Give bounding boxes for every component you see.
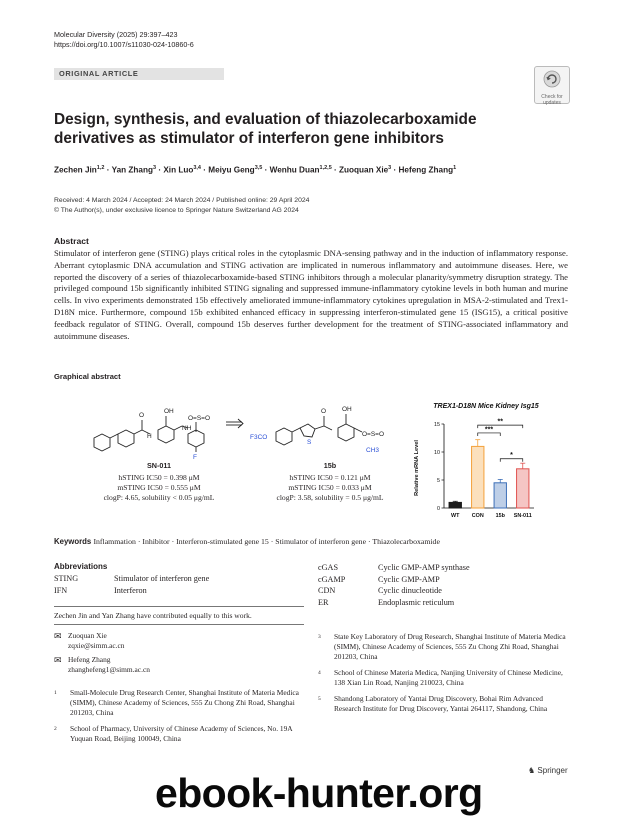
abbreviations-right (318, 562, 568, 608)
affiliation (54, 688, 304, 718)
author-name[interactable]: Hefeng Zhang (398, 165, 454, 175)
affiliation-text: School of Chinese Materia Medica, Nanjing University of Chinese Medicine, 138 Xian Lin Road, Nanjing 210023, China (334, 668, 563, 687)
journal-header (54, 30, 194, 50)
author-separator: · (104, 165, 112, 175)
x-tick-label: SN-011 (513, 513, 532, 519)
15b-msting: mSTING IC50 = 0.033 μM (288, 483, 372, 493)
affiliation-number: 1 (54, 690, 57, 696)
author-affiliation-sup: 3 (152, 165, 157, 171)
sn011-hsting: hSTING IC50 = 0.398 μM (118, 473, 200, 482)
affiliation-number: 3 (318, 634, 321, 640)
y-tick-label: 0 (437, 506, 440, 512)
chem-label-f3co: F3CO (250, 434, 268, 441)
affiliation-text: Shandong Laboratory of Yantai Drug Discovery, Bohai Rim Advanced Research Institute for Drug Discovery, Yantai 264117, Shandong, China (334, 694, 548, 713)
article-type-label: ORIGINAL ARTICLE (59, 69, 139, 78)
author-separator: · (262, 165, 270, 175)
affiliation (318, 694, 568, 714)
y-tick-label: 15 (434, 422, 440, 428)
chem-label-so2: O=S=O (188, 415, 211, 422)
footnote-divider (54, 606, 304, 607)
corr-email[interactable]: zhanghefeng1@simm.ac.cn (68, 665, 150, 674)
author-list (54, 165, 574, 175)
isg15-bar-chart (410, 396, 540, 520)
equal-contribution-note: Zechen Jin and Yan Zhang have contributed equally to this work. (54, 611, 252, 620)
chem-label-o: O (139, 412, 145, 419)
abbreviation-row (318, 597, 568, 609)
sn011-msting: mSTING IC50 = 0.555 μM (117, 483, 201, 493)
affiliation (318, 668, 568, 688)
abbreviation-term: cGAS (318, 563, 339, 572)
sn011-data (104, 461, 214, 471)
graphical-abstract-heading: Graphical abstract (54, 372, 121, 381)
chem-label-f: F (193, 454, 197, 461)
abbreviation-definition: Cyclic GMP-AMP synthase (378, 563, 470, 572)
significance-label: * (510, 452, 513, 460)
keywords (54, 537, 574, 546)
author-separator: · (331, 165, 340, 175)
article-title: Design, synthesis, and evaluation of thiazolecarboxamide derivatives as stimulator of interferon gene inhibitors (54, 111, 477, 147)
abbreviation-row (318, 574, 568, 586)
x-tick-label: CON (471, 513, 484, 519)
chart-title: TREX1-D18N Mice Kidney Isg15 (433, 403, 539, 410)
watermark: ebook-hunter.org (155, 770, 483, 816)
author-affiliation-sup: 3,5 (254, 165, 263, 171)
author-name[interactable]: Yan Zhang (111, 165, 153, 175)
sn011-name: SN-011 (147, 461, 171, 470)
significance-label: ** (497, 418, 503, 426)
chem-label-ch3: CH3 (366, 447, 380, 454)
abstract-text: Stimulator of interferon gene (STING) plays critical roles in the cytoplasmic DNA-sensing pathway and in the induction of inflammatory response. Aberrant cytoplasmic DNA accumulation and STING activation are implicated in numerous inflammatory and autoimmune diseases. Here, we reported the discovery of a series of thiazolecarboxamide-based STING inhibitors through a molecular planarity/symmetry disruption strategy. The privileged compound 15b significantly inhibited STING signaling and suppressed immune-inflammatory cytokine levels in both human and murine cells. In vivo experiments demonstrated 15b effectively ameliorated immune-inflammatory cytokines upregulation in MSA-2-stimulated and Trex1-D18N mice. Furthermore, compound 15b exhibited enhanced efficacy in suppressing interferon-stimulated gene 15 (ISG15), a critical positive feedback regulator of STING. Overall, compound 15b deserves further development for the treatment of STING-associated inflammatory and autoimmune diseases. (54, 248, 568, 341)
significance-label: *** (484, 426, 494, 434)
chem-label-oh-2: OH (342, 406, 352, 413)
author-name[interactable]: Zuoquan Xie (339, 165, 389, 175)
author-affiliation-sup: 1,2,5 (319, 165, 332, 171)
affiliation-text: School of Pharmacy, University of Chinese Academy of Sciences, No. 19A Yuquan Road, Beijing 100049, China (70, 724, 293, 743)
corr-name: Hefeng Zhang (68, 655, 111, 664)
y-tick-label: 5 (437, 478, 440, 484)
springer-logo (528, 766, 568, 775)
abbreviation-row (54, 585, 274, 597)
corr-email[interactable]: zqxie@simm.ac.cn (68, 641, 125, 650)
author-separator: · (201, 165, 209, 175)
footnote-divider-2 (54, 624, 304, 625)
chem-label-oh: OH (164, 408, 174, 415)
envelope-icon: ✉ (54, 631, 62, 641)
chem-label-so2-2: O=S=O (362, 431, 385, 438)
abbreviation-definition: Cyclic dinucleotide (378, 586, 442, 595)
affiliation (318, 632, 568, 662)
bar-wt (449, 502, 461, 508)
affiliations-right (318, 632, 568, 720)
author-name[interactable]: Zechen Jin (54, 165, 97, 175)
affiliation (54, 724, 304, 744)
keywords-label: Keywords (54, 537, 92, 546)
correspondence-entry (54, 655, 304, 675)
abbreviations-heading: Abbreviations (54, 562, 108, 571)
correspondence (54, 631, 304, 675)
author-separator: · (156, 165, 164, 175)
bar-15b (494, 483, 506, 508)
abbreviation-definition: Stimulator of interferon gene (114, 574, 210, 583)
x-tick-label: WT (451, 513, 460, 519)
correspondence-entry (54, 631, 304, 651)
y-axis-label: Relative mRNA Level (414, 440, 420, 496)
envelope-icon: ✉ (54, 655, 62, 665)
abbreviation-row (318, 585, 568, 597)
abbreviation-term: ER (318, 597, 329, 607)
abbreviation-term: CDN (318, 586, 336, 595)
chem-label-o-2: O (321, 408, 327, 415)
journal-citation: Molecular Diversity (2025) 29:397–423 (54, 30, 178, 39)
author-name[interactable]: Xin Luo (163, 165, 194, 175)
author-name[interactable]: Meiyu Geng (208, 165, 255, 175)
abbreviation-row (54, 573, 274, 585)
chem-label-h: H (147, 433, 152, 440)
sn011-clogp: clogP: 4.65, solubility < 0.05 μg/mL (103, 493, 215, 503)
check-for-updates-badge[interactable] (534, 66, 570, 104)
chem-label-nh: NH (182, 425, 192, 432)
abbreviation-row (318, 562, 568, 574)
abbreviations-left (54, 573, 274, 596)
bar-con (472, 446, 484, 508)
updates-badge-label: Check for updates (541, 94, 563, 106)
author-affiliation-sup: 1 (453, 165, 457, 171)
affiliation-text: State Key Laboratory of Drug Research, Shanghai Institute of Materia Medica (SIMM), Chinese Academy of Sciences, 555 Zu Chong Zhi Road, Shanghai 201203, China (334, 632, 566, 661)
chemical-structures (84, 386, 404, 466)
copyright-line: © The Author(s), under exclusive licence to Springer Nature Switzerland AG 2024 (54, 206, 299, 214)
abstract-heading: Abstract (54, 236, 89, 246)
springer-label: Springer (537, 766, 568, 775)
corr-name: Zuoquan Xie (68, 631, 107, 640)
affiliation-number: 4 (318, 670, 321, 676)
abbreviation-term: IFN (54, 585, 68, 595)
bar-sn-011 (517, 469, 529, 508)
author-affiliation-sup: 1,2 (96, 165, 105, 171)
abbreviation-term: STING (54, 574, 79, 583)
doi-link[interactable]: https://doi.org/10.1007/s11030-024-10860-6 (54, 40, 194, 49)
abbreviation-definition: Interferon (114, 585, 147, 595)
y-tick-label: 10 (434, 450, 440, 456)
author-affiliation-sup: 3,4 (193, 165, 201, 171)
springer-horse-icon: ♞ (528, 766, 536, 775)
abbreviation-definition: Endoplasmic reticulum (378, 597, 455, 607)
abbreviation-definition: Cyclic GMP-AMP (378, 574, 440, 584)
15b-hsting: hSTING IC50 = 0.121 μM (289, 473, 371, 482)
abbreviation-term: cGAMP (318, 574, 346, 584)
affiliation-number: 2 (54, 726, 57, 732)
keywords-list: Inflammation · Inhibitor · Interferon-stimulated gene 15 · Stimulator of interferon gene · Thiazolecarboxamide (93, 537, 440, 546)
chem-label-s: S (307, 439, 312, 446)
publication-dates (54, 196, 309, 215)
x-tick-label: 15b (495, 513, 505, 519)
author-separator: · (391, 165, 399, 175)
affiliations-left (54, 688, 304, 750)
affiliation-text: Small-Molecule Drug Research Center, Shanghai Institute of Materia Medica (SIMM), Chinese Academy of Sciences, 555 Zu Chong Zhi Road, Shanghai 201203, China (70, 688, 299, 717)
affiliation-number: 5 (318, 696, 321, 702)
sn011-values (74, 473, 244, 504)
15b-clogp: clogP: 3.58, solubility = 0.5 μg/mL (276, 493, 384, 503)
author-affiliation-sup: 3 (388, 165, 392, 171)
15b-values (250, 473, 410, 504)
dates-line: Received: 4 March 2024 / Accepted: 24 March 2024 / Published online: 29 April 2024 (54, 197, 310, 204)
15b-name: 15b (323, 461, 337, 470)
updates-icon (543, 70, 561, 88)
author-name[interactable]: Wenhu Duan (269, 165, 320, 175)
